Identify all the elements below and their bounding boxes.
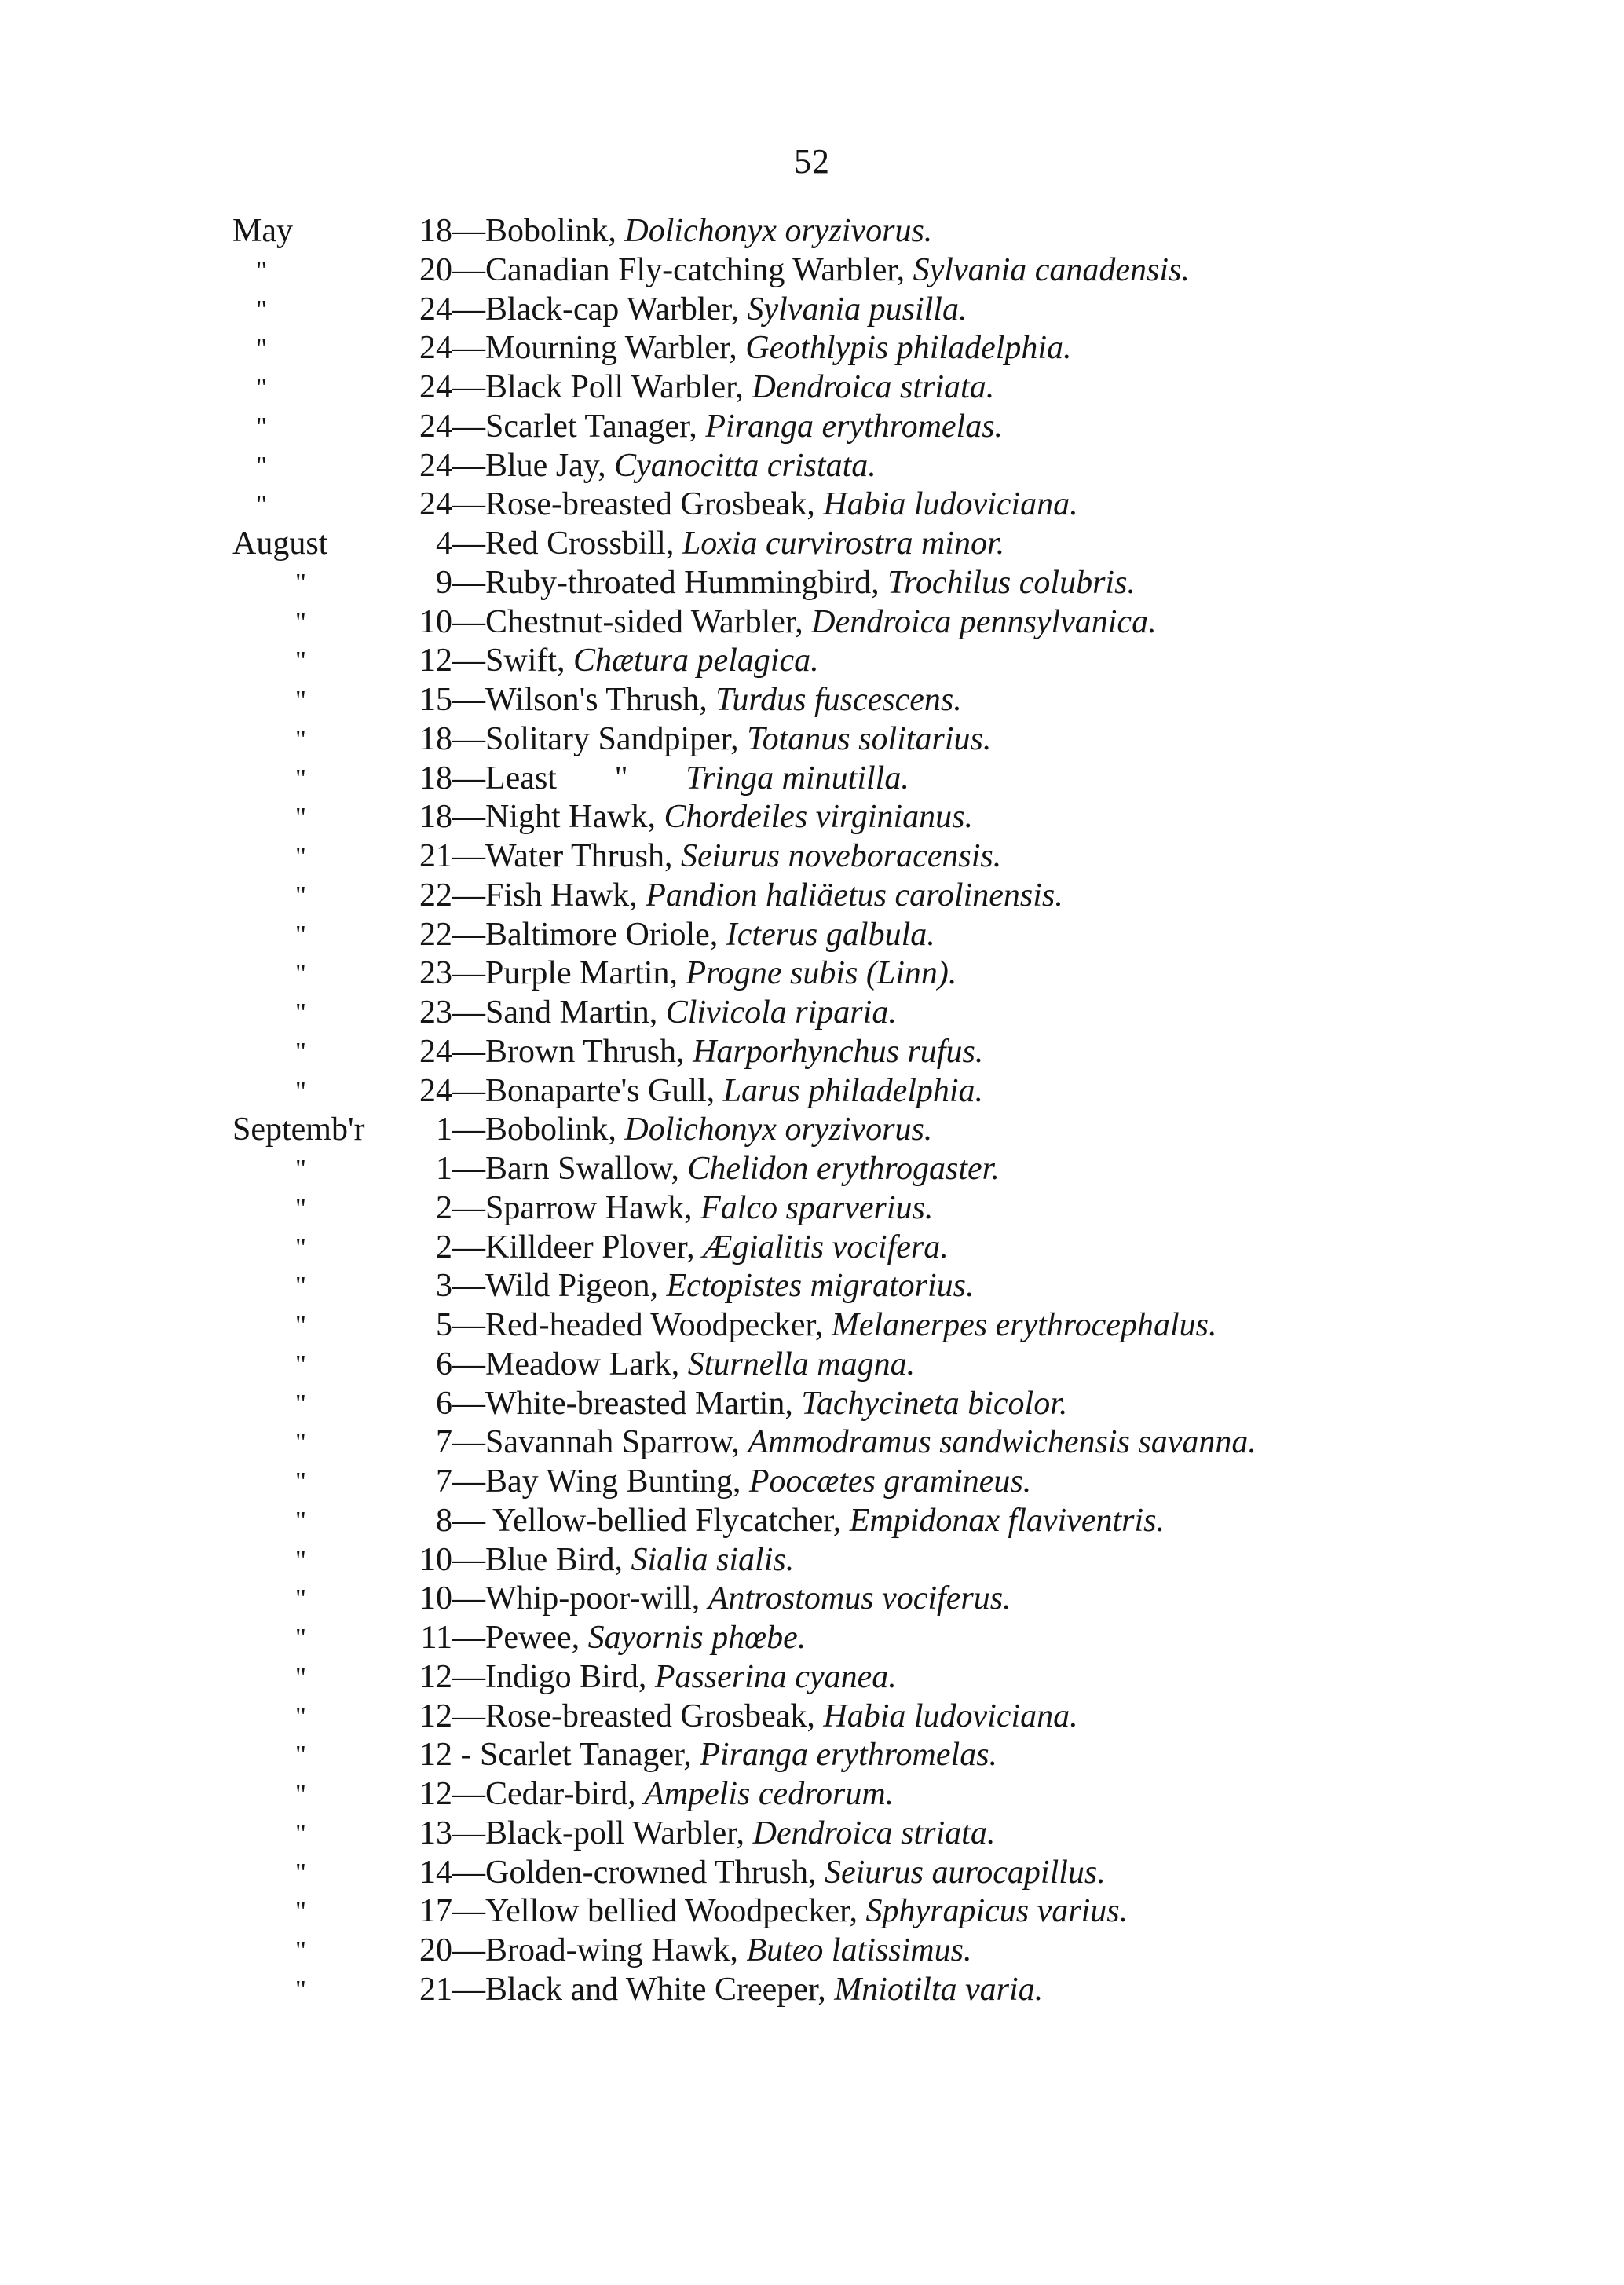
common-name: —Rose-breasted Grosbeak,	[452, 486, 824, 523]
record-entry	[232, 408, 1583, 447]
scientific-name: Trochilus colubris.	[887, 564, 1136, 601]
species-text	[452, 1619, 806, 1658]
record-entry	[232, 1346, 1583, 1385]
common-name: —Least "	[452, 760, 686, 796]
species-text	[452, 291, 967, 330]
scientific-name: Dolichonyx oryzivorus.	[624, 1111, 933, 1148]
record-entry	[232, 1385, 1583, 1424]
species-text	[452, 368, 994, 408]
ditto-mark: "	[295, 1545, 306, 1575]
page-number: 52	[794, 142, 830, 181]
ditto-mark: "	[295, 1272, 306, 1302]
ditto-mark: "	[256, 451, 267, 481]
ditto-mark: "	[295, 1311, 306, 1340]
ditto-mark: "	[295, 1897, 306, 1927]
day-number: 21	[419, 1971, 452, 2008]
scientific-name: Seiurus aurocapillus.	[824, 1854, 1106, 1891]
common-name: —Fish Hawk,	[452, 877, 646, 914]
ditto-mark: "	[295, 1428, 306, 1458]
ditto-mark: "	[295, 1975, 306, 2005]
day-number: 11	[420, 1620, 452, 1656]
record-entry	[232, 1502, 1583, 1541]
species-text	[452, 837, 1001, 877]
day-number: 17	[419, 1893, 452, 1930]
day-number: 10	[419, 1541, 452, 1578]
common-name: — Yellow-bellied Flycatcher,	[452, 1502, 850, 1539]
day-number: 15	[419, 682, 452, 718]
species-text	[452, 525, 1004, 564]
ditto-mark: "	[295, 724, 306, 754]
scientific-name: Totanus solitarius.	[747, 720, 992, 757]
record-entry	[232, 994, 1583, 1033]
record-entry	[232, 1580, 1583, 1619]
record-entry	[232, 877, 1583, 916]
scientific-name: Buteo latissimus.	[746, 1932, 972, 1968]
species-text	[452, 1346, 915, 1385]
record-entry	[232, 1072, 1583, 1111]
month-label: August	[232, 525, 328, 562]
record-entry	[232, 760, 1583, 799]
common-name: —Cedar-bird,	[452, 1776, 645, 1812]
scientific-name: Seiurus noveboracensis.	[680, 838, 1002, 874]
common-name: —Chestnut-sided Warbler,	[452, 603, 812, 640]
day-number: 12	[419, 1737, 452, 1774]
record-entry	[232, 1854, 1583, 1893]
ditto-mark: "	[295, 998, 306, 1027]
scientific-name: Dendroica striata.	[752, 1814, 996, 1851]
ditto-mark: "	[295, 803, 306, 833]
ditto-mark: "	[295, 646, 306, 676]
day-number: 7	[436, 1463, 452, 1500]
record-entry	[232, 1814, 1583, 1854]
ditto-mark: "	[295, 686, 306, 715]
record-entry	[232, 1423, 1583, 1463]
record-entry	[232, 954, 1583, 994]
species-text	[452, 329, 1072, 368]
species-text	[452, 1697, 1078, 1737]
day-number: 24	[419, 291, 452, 328]
record-entry	[232, 291, 1583, 330]
ditto-mark: "	[295, 1467, 306, 1496]
common-name: —Pewee,	[452, 1620, 588, 1656]
scientific-name: Sialia sialis.	[631, 1541, 795, 1578]
day-number: 24	[419, 447, 452, 484]
day-number: 14	[419, 1854, 452, 1891]
common-name: —Bobolink,	[452, 213, 625, 249]
common-name: - Scarlet Tanager,	[452, 1737, 700, 1774]
day-number: 12	[419, 1658, 452, 1695]
day-number: 12	[419, 1776, 452, 1812]
species-text	[452, 564, 1136, 603]
common-name: —Golden-crowned Thrush,	[452, 1854, 825, 1891]
record-entry	[232, 564, 1583, 603]
common-name: —Blue Jay,	[452, 447, 615, 484]
day-number: 21	[419, 838, 452, 874]
ditto-mark: "	[295, 881, 306, 910]
record-entry	[232, 1932, 1583, 1971]
day-number: 9	[436, 564, 452, 601]
species-text	[452, 1150, 1000, 1189]
species-text	[452, 1736, 997, 1775]
species-text	[452, 251, 1190, 291]
record-entry	[232, 916, 1583, 955]
record-entry	[232, 1111, 1583, 1150]
common-name: —Rose-breasted Grosbeak,	[452, 1697, 824, 1734]
common-name: —Black and White Creeper,	[452, 1971, 835, 2008]
scientific-name: Dendroica striata.	[752, 369, 995, 405]
record-entry	[232, 1619, 1583, 1658]
record-entry	[232, 329, 1583, 368]
common-name: —Bay Wing Bunting,	[452, 1463, 749, 1500]
record-entry	[232, 1971, 1583, 2010]
species-text	[452, 212, 932, 251]
species-text	[452, 1932, 971, 1971]
species-text	[452, 1971, 1043, 2010]
day-number: 24	[419, 486, 452, 523]
day-number: 12	[419, 643, 452, 679]
species-text	[452, 798, 973, 837]
ditto-mark: "	[295, 1037, 306, 1067]
scientific-name: Falco sparverius.	[700, 1189, 934, 1226]
species-text	[452, 1033, 983, 1072]
ditto-mark: "	[295, 1818, 306, 1848]
common-name: —Red-headed Woodpecker,	[452, 1307, 832, 1343]
scientific-name: Ammodramus sandwichensis savanna.	[748, 1424, 1256, 1461]
day-number: 7	[436, 1424, 452, 1461]
species-text	[452, 603, 1157, 643]
common-name: —Black-poll Warbler,	[452, 1814, 753, 1851]
day-number: 20	[419, 1932, 452, 1968]
scientific-name: Sphyrapicus varius.	[865, 1893, 1128, 1930]
scientific-name: Ægialitis vocifera.	[703, 1229, 949, 1265]
species-text	[452, 1267, 974, 1306]
species-text	[452, 1111, 932, 1150]
species-text	[452, 1423, 1256, 1463]
common-name: —Night Hawk,	[452, 799, 664, 836]
record-entry	[232, 251, 1583, 291]
common-name: —Brown Thrush,	[452, 1033, 693, 1070]
day-number: 24	[419, 1072, 452, 1109]
common-name: —Baltimore Oriole,	[452, 916, 726, 953]
common-name: —Wilson's Thrush,	[452, 682, 716, 718]
record-entry	[232, 1267, 1583, 1306]
day-number: 6	[436, 1385, 452, 1422]
record-entry	[232, 212, 1583, 251]
day-number: 5	[436, 1307, 452, 1343]
species-text	[452, 877, 1063, 916]
ditto-mark: "	[295, 1741, 306, 1771]
day-number: 6	[436, 1346, 452, 1382]
record-entry	[232, 642, 1583, 681]
common-name: —Broad-wing Hawk,	[452, 1932, 747, 1968]
scientific-name: Habia ludoviciana.	[823, 1697, 1078, 1734]
species-text	[452, 916, 935, 955]
common-name: —Canadian Fly-catching Warbler,	[452, 251, 913, 288]
scientific-name: Poocætes gramineus.	[748, 1463, 1032, 1500]
record-entry	[232, 1463, 1583, 1502]
species-text	[452, 1385, 1067, 1424]
common-name: —Sparrow Hawk,	[452, 1189, 701, 1226]
common-name: —Indigo Bird,	[452, 1658, 655, 1695]
day-number: 18	[419, 720, 452, 757]
ditto-mark: "	[256, 490, 267, 520]
species-text	[452, 408, 1003, 447]
species-text	[452, 447, 876, 486]
common-name: —Purple Martin,	[452, 955, 686, 992]
day-number: 20	[419, 251, 452, 288]
scientific-name: Pandion haliäetus carolinensis.	[646, 877, 1063, 914]
ditto-mark: "	[256, 255, 267, 285]
day-number: 10	[419, 603, 452, 640]
common-name: —Bonaparte's Gull,	[452, 1072, 723, 1109]
bird-record-list	[232, 212, 1583, 2010]
day-number: 23	[419, 955, 452, 992]
scientific-name: Harporhynchus rufus.	[693, 1033, 984, 1070]
species-text	[452, 994, 897, 1033]
record-entry	[232, 1892, 1583, 1932]
scientific-name: Chætura pelagica.	[573, 643, 819, 679]
ditto-mark: "	[295, 1506, 306, 1536]
ditto-mark: "	[256, 412, 267, 441]
scientific-name: Turdus fuscescens.	[715, 682, 962, 718]
ditto-mark: "	[295, 1701, 306, 1731]
day-number: 13	[419, 1814, 452, 1851]
scientific-name: Icterus galbula.	[726, 916, 935, 953]
common-name: —Solitary Sandpiper,	[452, 720, 748, 757]
record-entry	[232, 1736, 1583, 1775]
ditto-mark: "	[295, 1193, 306, 1223]
scientific-name: Piranga erythromelas.	[705, 408, 1004, 445]
day-number: 3	[436, 1268, 452, 1305]
species-text	[452, 1775, 894, 1814]
scientific-name: Tachycineta bicolor.	[801, 1385, 1068, 1422]
scientific-name: Loxia curvirostra minor.	[682, 525, 1005, 562]
ditto-mark: "	[295, 1662, 306, 1692]
common-name: —Barn Swallow,	[452, 1151, 688, 1187]
ditto-mark: "	[295, 1232, 306, 1262]
ditto-mark: "	[295, 920, 306, 950]
species-text	[452, 1854, 1106, 1893]
ditto-mark: "	[295, 1349, 306, 1379]
species-text	[452, 681, 962, 720]
day-number: 24	[419, 330, 452, 367]
scientific-name: Dolichonyx oryzivorus.	[624, 213, 933, 249]
species-text	[452, 1580, 1011, 1619]
common-name: —Swift,	[452, 643, 574, 679]
common-name: —Scarlet Tanager,	[452, 408, 706, 445]
ditto-mark: "	[295, 1076, 306, 1106]
record-entry	[232, 1189, 1583, 1229]
species-text	[452, 720, 991, 760]
ditto-mark: "	[295, 763, 306, 793]
ditto-mark: "	[256, 295, 267, 324]
scientific-name: Mniotilta varia.	[834, 1971, 1044, 2008]
record-entry	[232, 1658, 1583, 1697]
ditto-mark: "	[295, 1155, 306, 1184]
species-text	[452, 485, 1078, 525]
species-text	[452, 760, 909, 799]
record-entry	[232, 368, 1583, 408]
scientific-name: Habia ludoviciana.	[823, 486, 1078, 523]
day-number: 23	[419, 994, 452, 1031]
day-number: 1	[436, 1151, 452, 1187]
common-name: —Bobolink,	[452, 1111, 625, 1148]
scientific-name: Geothlypis philadelphia.	[745, 330, 1072, 367]
common-name: —Water Thrush,	[452, 838, 681, 874]
scientific-name: Melanerpes erythrocephalus.	[831, 1307, 1217, 1343]
day-number: 2	[436, 1229, 452, 1265]
scientific-name: Cyanocitta cristata.	[614, 447, 876, 484]
scientific-name: Chelidon erythrogaster.	[687, 1151, 1000, 1187]
species-text	[452, 1658, 897, 1697]
day-number: 18	[419, 213, 452, 249]
scientific-name: Tringa minutilla.	[686, 760, 909, 796]
common-name: —Sand Martin,	[452, 994, 666, 1031]
ditto-mark: "	[256, 334, 267, 364]
ditto-mark: "	[295, 1780, 306, 1809]
common-name: —Yellow bellied Woodpecker,	[452, 1893, 866, 1930]
scientific-name: Larus philadelphia.	[722, 1072, 984, 1109]
record-entry	[232, 720, 1583, 760]
common-name: —Ruby-throated Hummingbird,	[452, 564, 888, 601]
common-name: —Black Poll Warbler,	[452, 369, 752, 405]
day-number: 10	[419, 1580, 452, 1617]
common-name: —Meadow Lark,	[452, 1346, 688, 1382]
common-name: —Mourning Warbler,	[452, 330, 746, 367]
day-number: 22	[419, 877, 452, 914]
common-name: —Whip-poor-will,	[452, 1580, 708, 1617]
species-text	[452, 1229, 949, 1268]
day-number: 12	[419, 1697, 452, 1734]
scientific-name: Ampelis cedrorum.	[644, 1776, 894, 1812]
common-name: —Red Crossbill,	[452, 525, 682, 562]
record-entry	[232, 603, 1583, 643]
day-number: 18	[419, 760, 452, 796]
common-name: —Wild Pigeon,	[452, 1268, 667, 1305]
species-text	[452, 642, 819, 681]
species-text	[452, 1463, 1031, 1502]
scientific-name: Empidonax flaviventris.	[849, 1502, 1165, 1539]
record-entry	[232, 681, 1583, 720]
species-text	[452, 1541, 794, 1580]
common-name: —Killdeer Plover,	[452, 1229, 704, 1265]
ditto-mark: "	[295, 1584, 306, 1614]
ditto-mark: "	[295, 607, 306, 637]
day-number: 22	[419, 916, 452, 953]
scientific-name: Sylvania canadensis.	[913, 251, 1190, 288]
ditto-mark: "	[295, 568, 306, 598]
day-number: 24	[419, 408, 452, 445]
scientific-name: Piranga erythromelas.	[700, 1737, 998, 1774]
species-text	[452, 1072, 983, 1111]
day-number: 24	[419, 1033, 452, 1070]
record-entry	[232, 1150, 1583, 1189]
record-entry	[232, 525, 1583, 564]
day-number: 2	[436, 1189, 452, 1226]
ditto-mark: "	[256, 373, 267, 402]
record-entry	[232, 837, 1583, 877]
ditto-mark: "	[295, 1624, 306, 1653]
ditto-mark: "	[295, 1858, 306, 1888]
record-entry	[232, 798, 1583, 837]
scientific-name: Progne subis (Linn).	[686, 955, 957, 992]
day-number: 4	[436, 525, 452, 562]
scientific-name: Chordeiles virginianus.	[664, 799, 974, 836]
species-text	[452, 1502, 1165, 1541]
scientific-name: Ectopistes migratorius.	[666, 1268, 975, 1305]
record-entry	[232, 1775, 1583, 1814]
scientific-name: Sayornis phœbe.	[587, 1620, 807, 1656]
scientific-name: Passerina cyanea.	[654, 1658, 897, 1695]
ditto-mark: "	[295, 1389, 306, 1419]
common-name: —White-breasted Martin,	[452, 1385, 802, 1422]
common-name: —Black-cap Warbler,	[452, 291, 748, 328]
species-text	[452, 954, 956, 994]
species-text	[452, 1814, 995, 1854]
ditto-mark: "	[295, 842, 306, 871]
common-name: —Blue Bird,	[452, 1541, 631, 1578]
record-entry	[232, 1033, 1583, 1072]
month-label: Septemb'r	[232, 1111, 365, 1148]
record-entry	[232, 1229, 1583, 1268]
record-entry	[232, 1306, 1583, 1346]
common-name: —Savannah Sparrow,	[452, 1424, 748, 1461]
scientific-name: Sturnella magna.	[687, 1346, 916, 1382]
day-number: 1	[436, 1111, 452, 1148]
record-entry	[232, 485, 1583, 525]
ditto-mark: "	[295, 1936, 306, 1965]
scientific-name: Dendroica pennsylvanica.	[811, 603, 1157, 640]
record-entry	[232, 447, 1583, 486]
month-label: May	[232, 213, 293, 249]
species-text	[452, 1189, 933, 1229]
scientific-name: Sylvania pusilla.	[747, 291, 967, 328]
scientific-name: Antrostomus vociferus.	[708, 1580, 1011, 1617]
species-text	[452, 1892, 1128, 1932]
species-text	[452, 1306, 1216, 1346]
scientific-name: Clivicola riparia.	[665, 994, 897, 1031]
record-entry	[232, 1697, 1583, 1737]
ditto-mark: "	[295, 959, 306, 989]
record-entry	[232, 1541, 1583, 1580]
day-number: 24	[419, 369, 452, 405]
day-number: 8	[436, 1502, 452, 1539]
day-number: 18	[419, 799, 452, 836]
